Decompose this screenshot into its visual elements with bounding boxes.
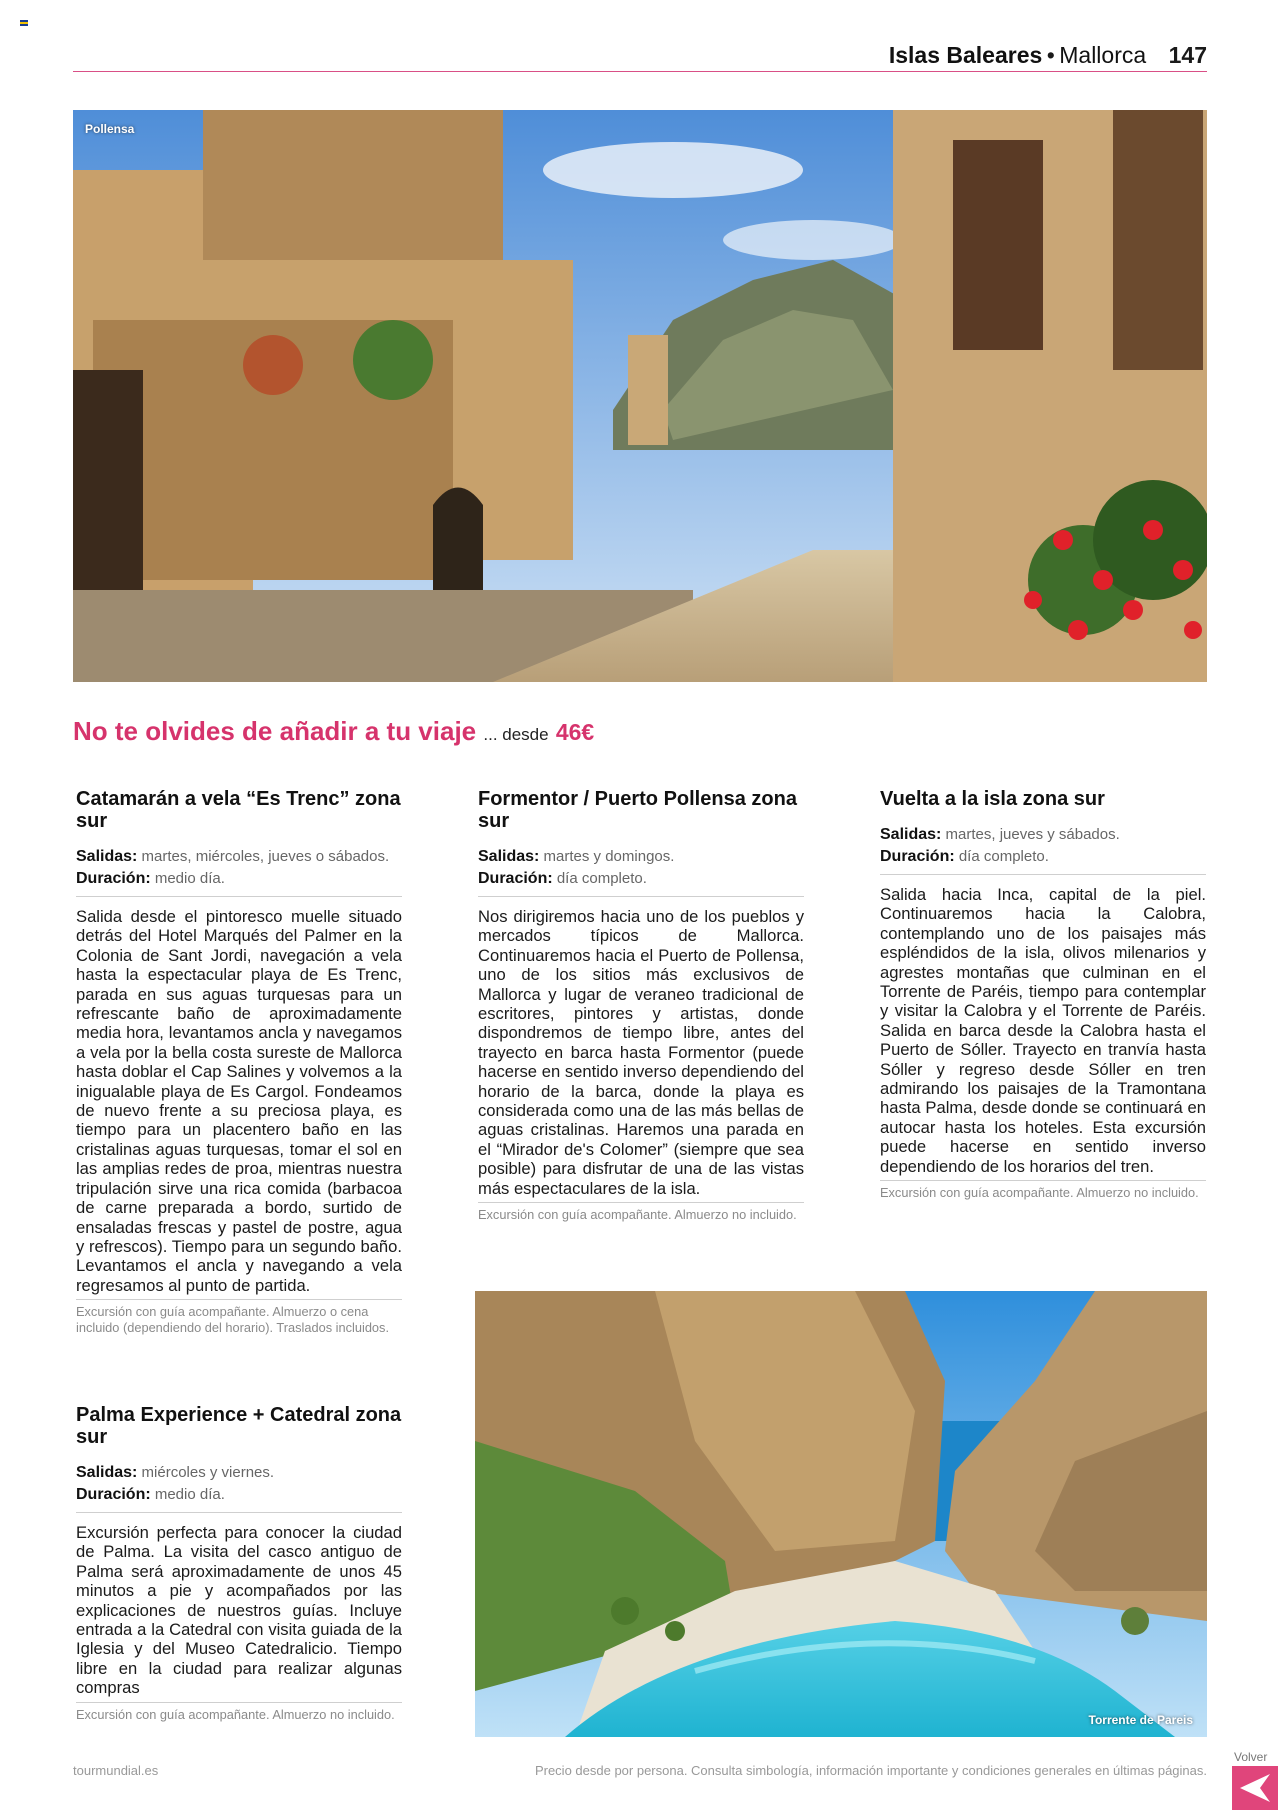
page-number: 147 [1168,42,1207,68]
footer-disclaimer: Precio desde por persona. Consulta simbología, información importante y condiciones generales en últimas páginas. [534,1763,1207,1778]
excursion-salidas: Salidas: miércoles y viernes. [76,1464,275,1481]
excursion-palma [76,1404,402,1723]
divider [880,874,1206,875]
photo-caption-pollensa: Pollensa [85,122,135,136]
excursion-title: Vuelta a la isla zona sur [880,788,1105,810]
excursion-note: Excursión con guía acompañante. Almuerzo no incluido. [880,1185,1199,1201]
back-label[interactable]: Volver [1234,1750,1268,1764]
back-arrow-icon [1232,1766,1278,1810]
header-separator: • [1046,42,1055,68]
pollensa-photo [73,110,1207,682]
divider [478,896,804,897]
excursion-title: Formentor / Puerto Pollensa zona sur [478,788,797,832]
excursion-vuelta-isla [880,788,1206,1201]
excursion-description: Salida desde el pintoresco muelle situado detrás del Hotel Marqués del Palmer en la Colonia de Sant Jordi, navegación a vela hasta la espectacular playa de Es Trenc, parada en sus aguas turquesas para un refrescante baño de aproximadamente media hora, levantamos ancla y navegamos a vela por la bella costa sureste de Mallorca hasta doblar el Cap Salines y volvemos a la inigualable playa de Es Cargol. Fondeamos de nuevo frente a su preciosa playa, es tiempo para un placentero baño en las cristalinas aguas turquesas, tomar el sol en las amplias redes de proa, mientras nuestra tripulación sirve una rica comida (barbacoa de carne preparada a bordo, surtido de ensaladas frescas y pastel de postre, agua y refrescos). Tiempo para un segundo baño. Levantamos el ancla y navegando a vela regresamos al punto de partida. [76,907,402,1295]
excursion-description: Salida hacia Inca, capital de la piel. Continuaremos hacia la Calobra, contemplando uno de los paisajes más espléndidos de la isla, olivos milenarios y agrestes montañas que culminan en el Torrente de Paréis, tiempo para contemplar y visitar la Calobra y el Torrente de Paréis. Salida en barca desde la Calobra hasta el Puerto de Sóller. Trayecto en tranvía hasta Sóller y regreso desde Sóller en tren admirando los paisajes de la Tramontana hasta Palma, desde donde se continuará en autocar hasta los hoteles. Esta excursión puede hacerse en sentido inverso dependiendo de los horarios del tren. [880,885,1206,1176]
excursion-note: Excursión con guía acompañante. Almuerzo no incluido. [478,1207,797,1223]
excursion-duracion: Duración: medio día. [76,1486,225,1503]
footer-website[interactable]: tourmundial.es [73,1763,159,1778]
header-subregion: Mallorca [1059,42,1147,68]
promo-from: ... desde [483,725,549,744]
header-region: Islas Baleares [888,42,1043,68]
excursion-duracion: Duración: medio día. [76,870,225,887]
excursion-salidas: Salidas: martes y domingos. [478,848,675,865]
divider [880,1180,1206,1181]
promo-heading [73,716,594,747]
divider [478,1202,804,1203]
excursion-note: Excursión con guía acompañante. Almuerzo o cena incluido (dependiendo del horario). Traslados incluidos. [76,1304,390,1336]
divider [76,896,402,897]
divider [76,1702,402,1703]
excursion-note: Excursión con guía acompañante. Almuerzo no incluido. [76,1706,395,1722]
page-header [73,42,1207,72]
torrente-de-pareis-photo [475,1291,1207,1737]
promo-price: 46€ [555,719,595,745]
divider [76,1512,402,1513]
excursion-description: Nos dirigiremos hacia uno de los pueblos y mercados típicos de Mallorca. Continuaremos hacia el Puerto de Pollensa, uno de los sitios más exclusivos de Mallorca y lugar de veraneo tradicional de escritores, pintores y artistas, donde dispondremos de tiempo libre, antes del trayecto en barca hasta Formentor (puede hacerse en sentido inverso dependiendo del horario de la barca, donde la playa es considerada como una de las más bellas de aguas cristalinas. Haremos una parada en el “Mirador de's Colomer” (siempre que sea posible) para disfrutar de una de las vistas más espectaculares de la isla. [478,907,804,1198]
excursion-salidas: Salidas: martes, miércoles, jueves o sábados. [76,848,390,865]
excursion-description: Excursión perfecta para conocer la ciudad de Palma. La visita del casco antiguo de Palma será aproximadamente de unos 45 minutos a pie y acompañados por las explicaciones de nuestros guías. Incluye entrada a la Catedral con visita guiada de la Iglesia y del Museo Catedralicio. Tiempo libre en la ciudad para realizar algunas compras [76,1523,402,1698]
promo-title: No te olvides de añadir a tu viaje [73,716,477,746]
back-button[interactable] [1232,1766,1278,1810]
excursion-formentor [478,788,804,1223]
flag-icon [20,20,28,26]
divider [76,1299,402,1300]
excursion-catamaran [76,788,402,1336]
excursion-duracion: Duración: día completo. [478,870,647,887]
excursion-title: Catamarán a vela “Es Trenc” zona sur [76,788,401,832]
excursion-salidas: Salidas: martes, jueves y sábados. [880,826,1120,843]
excursion-duracion: Duración: día completo. [880,848,1049,865]
excursion-title: Palma Experience + Catedral zona sur [76,1404,402,1448]
photo-caption-torrente: Torrente de Pareis [1088,1713,1193,1727]
